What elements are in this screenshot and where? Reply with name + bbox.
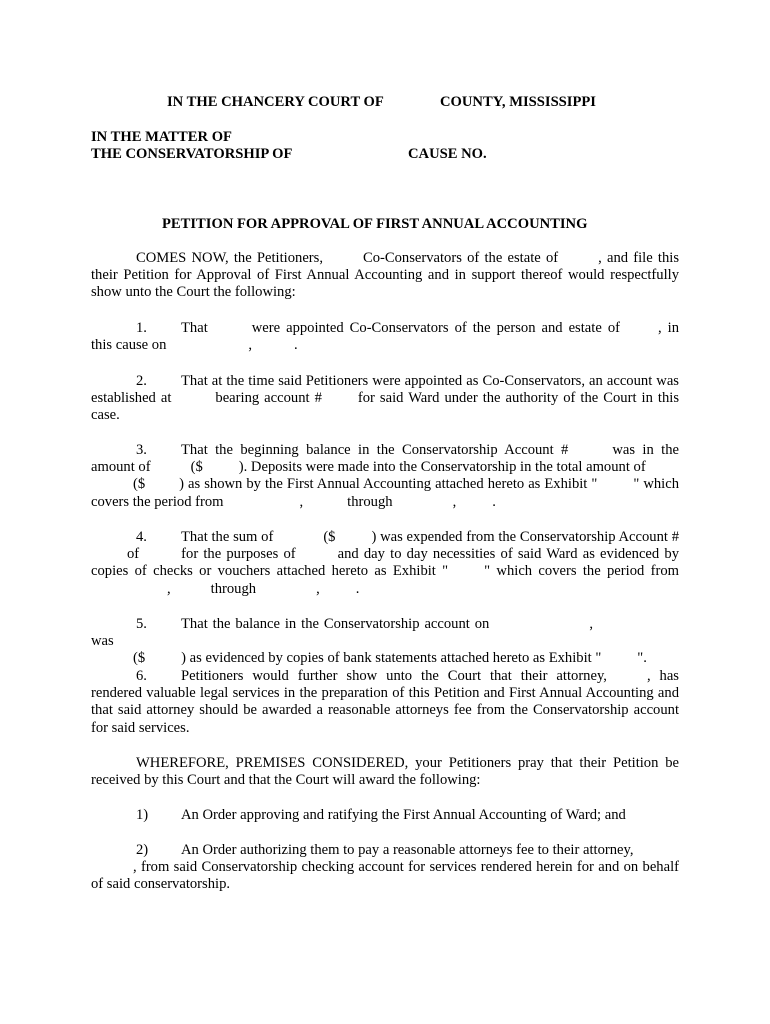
p4-text-c: ) was expended from the Conservatorship Account # (371, 529, 679, 545)
order-number: 1) (136, 807, 149, 823)
paragraph-1 (91, 320, 679, 354)
paragraph-4 (91, 529, 679, 598)
p3-text-g: " which covers the period from (91, 476, 679, 510)
p5-text-e: ) as evidenced by copies of bank statements attached hereto as Exhibit " (181, 650, 602, 667)
paragraph-number: 5. (136, 616, 147, 632)
wherefore-paragraph (91, 755, 679, 789)
order-item-1 (91, 807, 679, 824)
paragraph-number: 2. (136, 373, 147, 389)
p4-text-d: of (127, 546, 140, 563)
wherefore-text: WHEREFORE, PREMISES CONSIDERED, your Petitioners pray that their Petition be received by this Court and that the Court will award the following: (91, 755, 679, 789)
p4-text-j: , (316, 580, 320, 597)
p1-text-a: That (181, 320, 208, 336)
paragraph-number: 6. (136, 668, 147, 684)
p5-text-c: was (91, 633, 114, 650)
p6-text-a: Petitioners would further show unto the Court that their attorney, (181, 668, 607, 684)
paragraph-3 (91, 442, 679, 511)
p4-text-h: , (167, 580, 171, 597)
p3-text-a: That the beginning balance in the Conservatorship Account # (181, 442, 569, 458)
p3-text-i: through (347, 493, 393, 510)
order-item-2 (91, 842, 679, 894)
cause-number: CAUSE NO. (408, 146, 487, 162)
p1-text-d: , (248, 337, 253, 354)
p6-text-b: , has rendered valuable legal services in the preparation of this Petition and First Annual Accounting and that said attorney should be awarded a reasonable attorneys fee from the Conservatorship account for said services. (91, 668, 679, 736)
p2-text-b: bearing account # (215, 390, 322, 407)
paragraph-number: 1. (136, 320, 147, 336)
p3-text-b: was in the amount of (91, 442, 679, 476)
p5-text-f: ". (637, 650, 647, 667)
paragraph-number: 3. (136, 442, 147, 458)
paragraph-number: 4. (136, 529, 147, 545)
paragraph-2 (91, 373, 679, 425)
p4-text-i: through (210, 580, 257, 597)
p3-text-c: ($ (190, 459, 203, 476)
intro-paragraph (91, 250, 679, 302)
p2-text-a: That at the time said Petitioners were appointed as Co-Conservators, an account was established at (91, 373, 679, 407)
p5-text-a: That the balance in the Conservatorship account on (181, 616, 490, 632)
p3-text-h: , (299, 493, 304, 510)
p3-text-f: ) as shown by the First Annual Accounting attached hereto as Exhibit " (179, 476, 598, 493)
p2-text-c: for said Ward under the authority of the Court in this case. (91, 390, 679, 424)
p4-text-k: . (355, 580, 360, 597)
order-2-text-b: , from said Conservatorship checking account for services rendered herein for and on behalf of said conservatorship. (91, 859, 679, 893)
court-caption-right: COUNTY, MISSISSIPPI (440, 94, 596, 110)
p1-text-e: . (294, 337, 298, 354)
document-title: PETITION FOR APPROVAL OF FIRST ANNUAL ACCOUNTING (162, 216, 588, 232)
paragraph-6 (91, 668, 679, 737)
p4-text-e: for the purposes of (181, 546, 296, 563)
p1-text-c: , in this cause on (91, 320, 679, 354)
order-number: 2) (136, 842, 149, 858)
order-2-text-a: An Order authorizing them to pay a reasonable attorneys fee to their attorney, (181, 842, 634, 858)
intro-text-a: COMES NOW, the Petitioners, (136, 250, 323, 266)
p3-text-e: ($ (133, 476, 146, 493)
p3-text-j: , (452, 493, 457, 510)
p3-text-k: . (492, 493, 496, 510)
p3-text-d: ). Deposits were made into the Conservatorship in the total amount of (238, 459, 646, 476)
p1-text-b: were appointed Co-Conservators of the person and estate of (251, 320, 620, 336)
matter-line-1: IN THE MATTER OF (91, 129, 232, 145)
intro-text-c: , and file this their Petition for Approval of First Annual Accounting and in support thereof would respectfully show unto the Court the following: (91, 250, 679, 301)
order-1-text: An Order approving and ratifying the First Annual Accounting of Ward; and (181, 807, 626, 823)
p4-text-g: " which covers the period from (484, 563, 679, 580)
court-caption-left: IN THE CHANCERY COURT OF (167, 94, 384, 110)
p5-text-b: , (589, 616, 593, 632)
paragraph-5 (91, 616, 679, 668)
matter-line-2: THE CONSERVATORSHIP OF (91, 146, 293, 162)
p5-text-d: ($ (133, 650, 146, 667)
intro-text-b: Co-Conservators of the estate of (362, 250, 559, 266)
p4-text-b: ($ (323, 529, 336, 545)
p4-text-a: That the sum of (181, 529, 274, 545)
p4-text-f: and day to day necessities of said Ward as evidenced by copies of checks or vouchers attached hereto as Exhibit " (91, 546, 679, 580)
